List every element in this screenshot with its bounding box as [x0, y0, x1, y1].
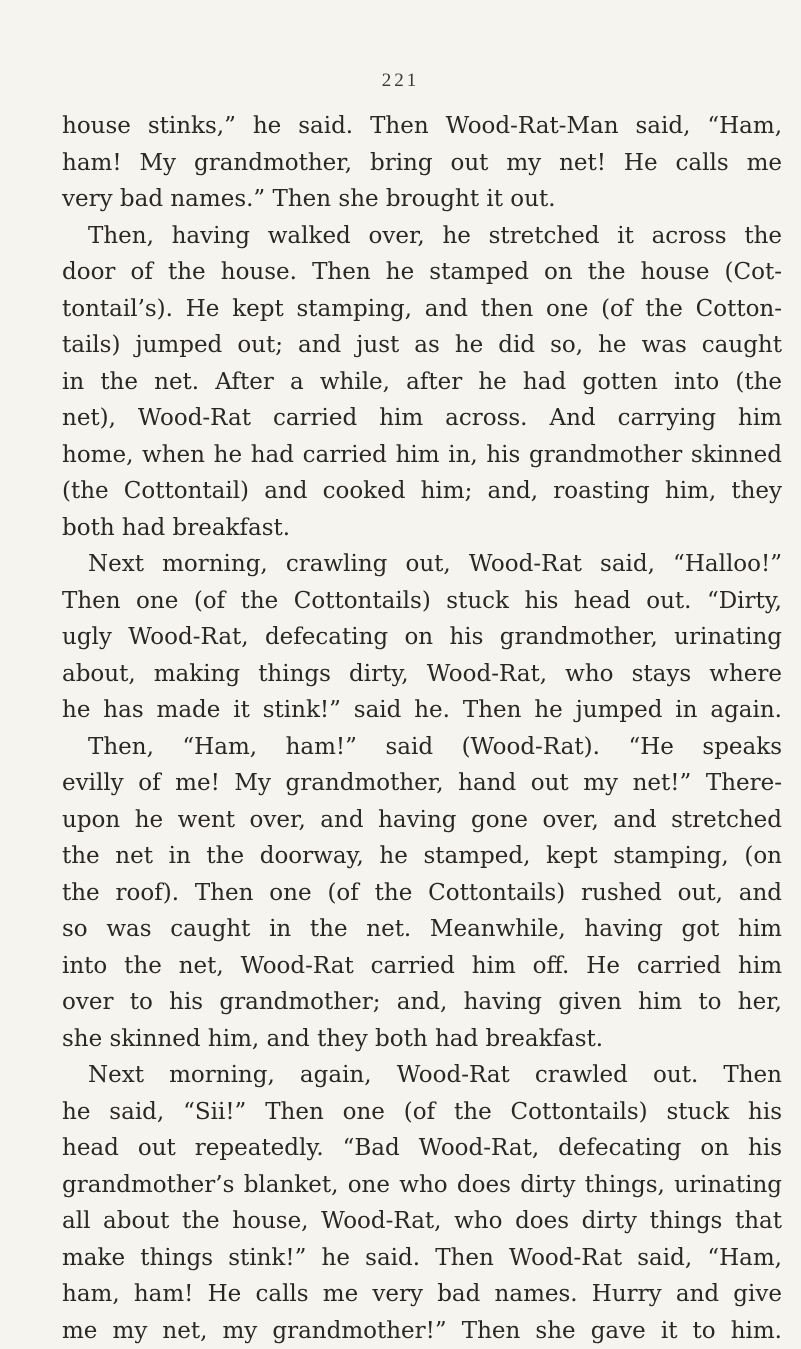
text-line: Then, having walked over, he stretched it across the: [62, 218, 782, 255]
body-text: [62, 108, 782, 1349]
text-line: over to his grandmother; and, having given him to her,: [62, 984, 782, 1021]
text-line: door of the house. Then he stamped on the house (Cot-: [62, 254, 782, 291]
text-line: ugly Wood-Rat, defecating on his grandmother, urinating: [62, 619, 782, 656]
text-line: he said, “Sii!” Then one (of the Cottontails) stuck his: [62, 1094, 782, 1131]
text-line: she skinned him, and they both had breakfast.: [62, 1021, 782, 1058]
text-line: Next morning, crawling out, Wood-Rat said, “Halloo!”: [62, 546, 782, 583]
text-line: upon he went over, and having gone over, and stretched: [62, 802, 782, 839]
text-line: he has made it stink!” said he. Then he jumped in again.: [62, 692, 782, 729]
text-line: net), Wood-Rat carried him across. And carrying him: [62, 400, 782, 437]
text-line: me my net, my grandmother!” Then she gave it to him.: [62, 1313, 782, 1349]
text-line: head out repeatedly. “Bad Wood-Rat, defecating on his: [62, 1130, 782, 1167]
text-line: about, making things dirty, Wood-Rat, who stays where: [62, 656, 782, 693]
text-line: home, when he had carried him in, his grandmother skinned: [62, 437, 782, 474]
text-line: Next morning, again, Wood-Rat crawled out. Then: [62, 1057, 782, 1094]
page-number: 221: [0, 70, 801, 92]
text-line: tontail’s). He kept stamping, and then one (of the Cotton-: [62, 291, 782, 328]
text-line: Then one (of the Cottontails) stuck his head out. “Dirty,: [62, 583, 782, 620]
text-line: ham, ham! He calls me very bad names. Hurry and give: [62, 1276, 782, 1313]
text-line: all about the house, Wood-Rat, who does dirty things that: [62, 1203, 782, 1240]
text-line: the net in the doorway, he stamped, kept stamping, (on: [62, 838, 782, 875]
text-line: so was caught in the net. Meanwhile, having got him: [62, 911, 782, 948]
text-line: make things stink!” he said. Then Wood-Rat said, “Ham,: [62, 1240, 782, 1277]
text-line: ham! My grandmother, bring out my net! He calls me: [62, 145, 782, 182]
text-line: the roof). Then one (of the Cottontails) rushed out, and: [62, 875, 782, 912]
text-line: Then, “Ham, ham!” said (Wood-Rat). “He speaks: [62, 729, 782, 766]
text-line: in the net. After a while, after he had gotten into (the: [62, 364, 782, 401]
text-line: grandmother’s blanket, one who does dirty things, urinating: [62, 1167, 782, 1204]
text-line: (the Cottontail) and cooked him; and, roasting him, they: [62, 473, 782, 510]
text-line: into the net, Wood-Rat carried him off. He carried him: [62, 948, 782, 985]
text-line: both had breakfast.: [62, 510, 782, 547]
text-line: evilly of me! My grandmother, hand out my net!” There-: [62, 765, 782, 802]
text-line: tails) jumped out; and just as he did so, he was caught: [62, 327, 782, 364]
text-line: very bad names.” Then she brought it out.: [62, 181, 782, 218]
text-line: house stinks,” he said. Then Wood-Rat-Man said, “Ham,: [62, 108, 782, 145]
